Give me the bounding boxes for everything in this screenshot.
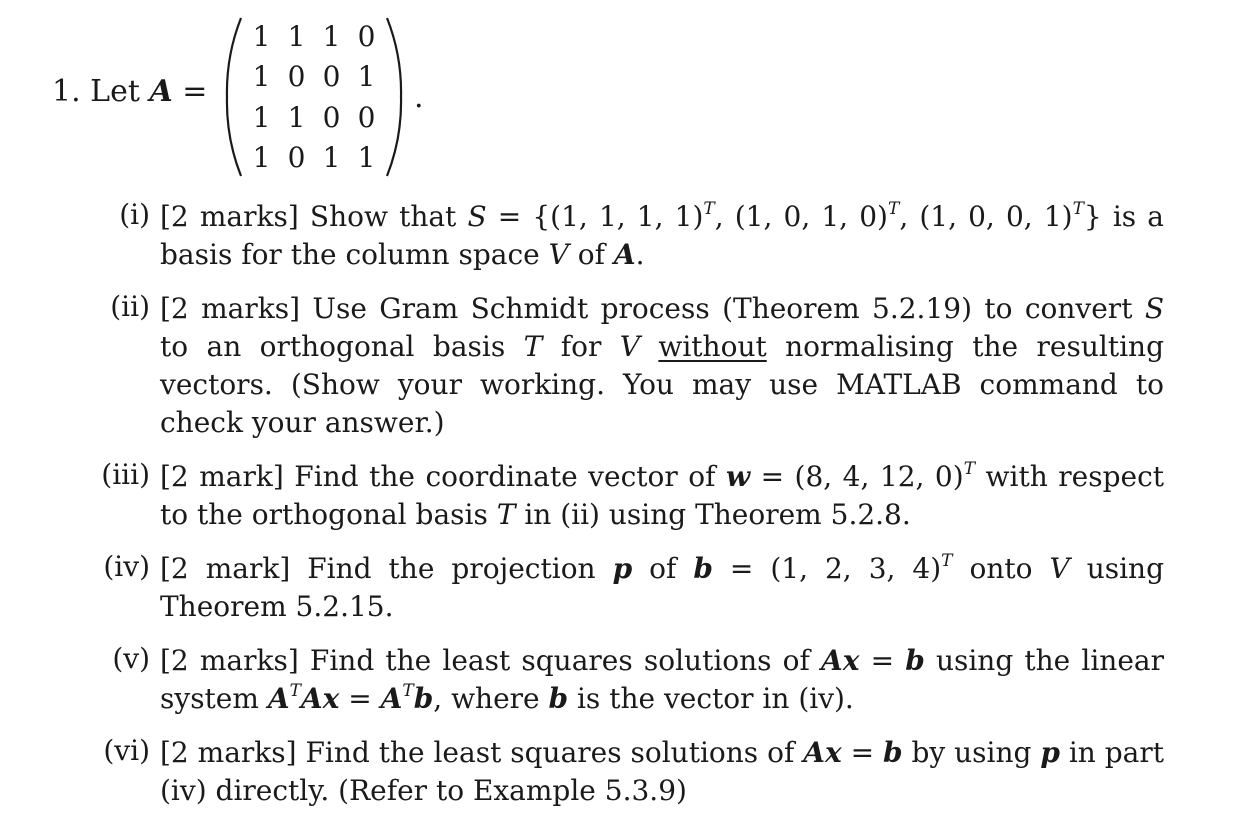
part-text xyxy=(160,458,1164,534)
text-run: [2 marks] Find the least squares solutions of xyxy=(160,644,822,677)
math-symbol: b xyxy=(693,552,713,585)
text-run: . xyxy=(635,238,645,271)
math-symbol: Ax xyxy=(821,644,860,677)
part-label: (iii) xyxy=(101,458,150,491)
part-i xyxy=(0,198,1240,274)
math-symbol: V xyxy=(548,238,569,271)
superscript: T xyxy=(402,681,414,701)
matrix-cell: 0 xyxy=(357,100,376,134)
part-text xyxy=(160,550,1164,626)
text-run: for xyxy=(542,330,620,363)
part-label: (v) xyxy=(112,642,150,675)
superscript: T xyxy=(887,199,900,219)
question-number: 1. xyxy=(52,74,81,109)
text-run: [2 marks] Show that xyxy=(160,200,468,233)
question-parts xyxy=(0,198,1240,826)
text-run: in part (iv) directly. (Refer to Example 5.3.9) xyxy=(160,736,1164,807)
matrix-cell: 0 xyxy=(287,141,306,175)
underlined-text: without xyxy=(658,330,767,363)
math-symbol: A xyxy=(613,238,636,271)
equals-sign: = xyxy=(182,74,208,109)
text-run: by using xyxy=(902,736,1041,769)
text-run: of xyxy=(568,238,614,271)
matrix-cell: 1 xyxy=(322,141,341,175)
text-run: with respect to the orthogonal basis xyxy=(160,460,1164,531)
math-symbol: A xyxy=(267,682,290,715)
question-intro: Let xyxy=(90,74,140,109)
question-label xyxy=(52,74,207,109)
part-text xyxy=(160,290,1164,442)
text-run: = (8, 4, 12, 0) xyxy=(750,460,964,493)
matrix-cell: 1 xyxy=(287,100,306,134)
matrix-cell: 1 xyxy=(357,141,376,175)
math-symbol: V xyxy=(1049,552,1070,585)
math-symbol: S xyxy=(467,200,487,233)
matrix-cell: 1 xyxy=(322,19,341,53)
left-paren-icon xyxy=(224,16,244,178)
text-run: to an orthogonal basis xyxy=(160,330,524,363)
matrix-cell: 0 xyxy=(322,100,341,134)
text-run: [2 mark] Find the coordinate vector of xyxy=(160,460,726,493)
text-run: = xyxy=(841,736,883,769)
text-run: , (1, 0, 1, 0) xyxy=(714,200,888,233)
part-ii xyxy=(0,290,1240,442)
text-run: , (1, 0, 0, 1) xyxy=(899,200,1073,233)
matrix-grid xyxy=(244,16,384,178)
part-v xyxy=(0,642,1240,718)
matrix-A xyxy=(224,16,404,178)
text-run: = xyxy=(859,644,906,677)
question-header xyxy=(52,14,952,184)
math-symbol: Ax xyxy=(300,682,340,715)
text-run: , where xyxy=(433,682,549,715)
part-text xyxy=(160,198,1164,274)
part-label: (i) xyxy=(119,198,150,231)
text-run: = xyxy=(339,682,381,715)
superscript: T xyxy=(289,681,301,701)
part-iii xyxy=(0,458,1240,534)
text-run: [2 mark] Find the projection xyxy=(160,552,613,585)
math-symbol: b xyxy=(413,682,434,715)
matrix-cell: 1 xyxy=(252,141,271,175)
part-label: (vi) xyxy=(103,734,150,767)
matrix-cell: 0 xyxy=(357,19,376,53)
text-run: onto xyxy=(952,552,1050,585)
math-symbol: p xyxy=(612,552,633,585)
part-text xyxy=(160,642,1164,718)
text-run: [2 marks] Find the least squares solutions of xyxy=(160,736,804,769)
text-run: } is a basis for the column space xyxy=(160,200,1165,271)
matrix-cell: 1 xyxy=(252,100,271,134)
text-run: is the vector in (iv). xyxy=(568,682,854,715)
matrix-cell: 1 xyxy=(252,60,271,94)
text-run: of xyxy=(632,552,694,585)
text-run: = (1, 2, 3, 4) xyxy=(712,552,942,585)
matrix-symbol: A xyxy=(149,74,173,109)
text-run: using Theorem 5.2.15. xyxy=(160,552,1165,623)
math-symbol: p xyxy=(1040,736,1060,769)
part-label: (iv) xyxy=(103,550,150,583)
math-symbol: b xyxy=(882,736,903,769)
math-symbol: b xyxy=(905,644,925,677)
text-run: in (ii) using Theorem 5.2.8. xyxy=(515,498,911,531)
superscript: T xyxy=(963,459,976,479)
part-vi xyxy=(0,734,1240,810)
matrix-cell: 0 xyxy=(322,60,341,94)
part-text xyxy=(160,734,1164,810)
matrix-period: . xyxy=(414,80,424,115)
matrix-cell: 1 xyxy=(287,19,306,53)
part-iv xyxy=(0,550,1240,626)
math-symbol: S xyxy=(1144,292,1164,325)
matrix-cell: 1 xyxy=(357,60,376,94)
math-symbol: V xyxy=(619,330,640,363)
right-paren-icon xyxy=(384,16,404,178)
math-symbol: Ax xyxy=(803,736,842,769)
superscript: T xyxy=(1072,199,1084,219)
matrix-cell: 1 xyxy=(252,19,271,53)
text-run: = {(1, 1, 1, 1) xyxy=(486,200,704,233)
math-symbol: w xyxy=(725,460,751,493)
math-symbol: A xyxy=(380,682,403,715)
text-run: using the linear system xyxy=(160,644,1164,715)
superscript: T xyxy=(703,199,715,219)
math-symbol: T xyxy=(523,330,543,363)
math-symbol: b xyxy=(548,682,569,715)
matrix-cell: 0 xyxy=(287,60,306,94)
text-run xyxy=(640,330,658,363)
part-label: (ii) xyxy=(110,290,150,323)
math-symbol: T xyxy=(496,498,516,531)
text-run: [2 marks] Use Gram Schmidt process (Theorem 5.2.19) to convert xyxy=(160,292,1145,325)
text-run: normalising the resulting vectors. (Show your working. You may use MATLAB command to check your answer.) xyxy=(160,330,1164,439)
superscript: T xyxy=(941,551,953,571)
